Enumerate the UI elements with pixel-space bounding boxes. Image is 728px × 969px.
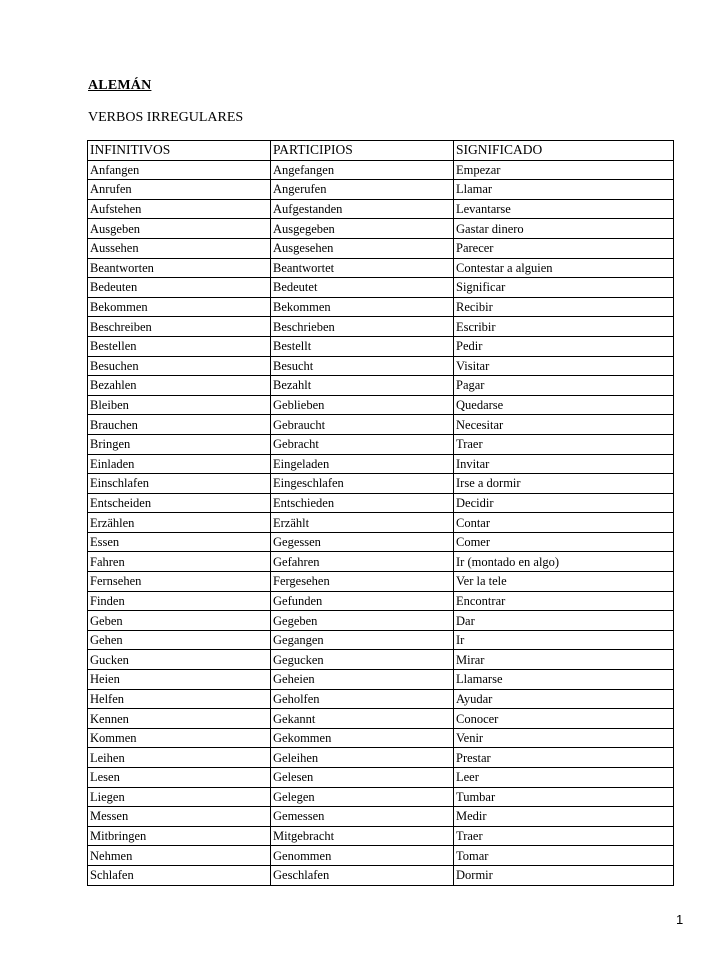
infinitivo-cell: Einladen: [88, 454, 271, 474]
participio-cell: Beschrieben: [271, 317, 454, 337]
participio-cell: Gegessen: [271, 532, 454, 552]
table-row: [88, 454, 674, 474]
infinitivo-cell: Heien: [88, 670, 271, 690]
table-row: [88, 532, 674, 552]
participio-cell: Geheien: [271, 670, 454, 690]
table-row: [88, 572, 674, 592]
infinitivo-cell: Essen: [88, 532, 271, 552]
infinitivo-cell: Anrufen: [88, 180, 271, 200]
infinitivo-cell: Liegen: [88, 787, 271, 807]
participio-cell: Eingeladen: [271, 454, 454, 474]
document-title: ALEMÁN: [88, 78, 152, 93]
significado-cell: Escribir: [454, 317, 674, 337]
participio-cell: Geleihen: [271, 748, 454, 768]
infinitivo-cell: Brauchen: [88, 415, 271, 435]
infinitivo-cell: Aussehen: [88, 238, 271, 258]
significado-cell: Ayudar: [454, 689, 674, 709]
header-participios: PARTICIPIOS: [271, 141, 454, 161]
infinitivo-cell: Messen: [88, 807, 271, 827]
participio-cell: Gebraucht: [271, 415, 454, 435]
participio-cell: Gekannt: [271, 709, 454, 729]
participio-cell: Geschlafen: [271, 865, 454, 885]
table-row: [88, 826, 674, 846]
significado-cell: Irse a dormir: [454, 474, 674, 494]
significado-cell: Tomar: [454, 846, 674, 866]
verbs-table: [87, 140, 674, 886]
table-row: [88, 238, 674, 258]
participio-cell: Angefangen: [271, 160, 454, 180]
table-row: [88, 552, 674, 572]
significado-cell: Comer: [454, 532, 674, 552]
infinitivo-cell: Mitbringen: [88, 826, 271, 846]
significado-cell: Traer: [454, 826, 674, 846]
table-row: [88, 474, 674, 494]
significado-cell: Pedir: [454, 336, 674, 356]
significado-cell: Recibir: [454, 297, 674, 317]
participio-cell: Bestellt: [271, 336, 454, 356]
significado-cell: Necesitar: [454, 415, 674, 435]
significado-cell: Medir: [454, 807, 674, 827]
infinitivo-cell: Lesen: [88, 768, 271, 788]
significado-cell: Parecer: [454, 238, 674, 258]
infinitivo-cell: Fahren: [88, 552, 271, 572]
table-row: [88, 278, 674, 298]
participio-cell: Gebracht: [271, 434, 454, 454]
infinitivo-cell: Erzählen: [88, 513, 271, 533]
table-row: [88, 317, 674, 337]
significado-cell: Invitar: [454, 454, 674, 474]
participio-cell: Geblieben: [271, 395, 454, 415]
infinitivo-cell: Beantworten: [88, 258, 271, 278]
table-row: [88, 415, 674, 435]
participio-cell: Gefahren: [271, 552, 454, 572]
participio-cell: Gemessen: [271, 807, 454, 827]
table-row: [88, 336, 674, 356]
participio-cell: Bekommen: [271, 297, 454, 317]
infinitivo-cell: Finden: [88, 591, 271, 611]
participio-cell: Eingeschlafen: [271, 474, 454, 494]
significado-cell: Prestar: [454, 748, 674, 768]
infinitivo-cell: Helfen: [88, 689, 271, 709]
table-row: [88, 258, 674, 278]
significado-cell: Ir: [454, 630, 674, 650]
table-row: [88, 709, 674, 729]
document-subtitle: VERBOS IRREGULARES: [88, 110, 244, 125]
table-row: [88, 395, 674, 415]
significado-cell: Empezar: [454, 160, 674, 180]
infinitivo-cell: Bekommen: [88, 297, 271, 317]
table-row: [88, 219, 674, 239]
infinitivo-cell: Bestellen: [88, 336, 271, 356]
table-row: [88, 513, 674, 533]
header-significado: SIGNIFICADO: [454, 141, 674, 161]
significado-cell: Contestar a alguien: [454, 258, 674, 278]
significado-cell: Dormir: [454, 865, 674, 885]
table-row: [88, 748, 674, 768]
participio-cell: Ausgesehen: [271, 238, 454, 258]
table-row: [88, 670, 674, 690]
header-infinitivos: INFINITIVOS: [88, 141, 271, 161]
infinitivo-cell: Fernsehen: [88, 572, 271, 592]
significado-cell: Pagar: [454, 376, 674, 396]
participio-cell: Gelesen: [271, 768, 454, 788]
infinitivo-cell: Aufstehen: [88, 199, 271, 219]
table-row: [88, 728, 674, 748]
participio-cell: Fergesehen: [271, 572, 454, 592]
infinitivo-cell: Einschlafen: [88, 474, 271, 494]
significado-cell: Gastar dinero: [454, 219, 674, 239]
participio-cell: Besucht: [271, 356, 454, 376]
table-row: [88, 199, 674, 219]
participio-cell: Gegucken: [271, 650, 454, 670]
table-row: [88, 180, 674, 200]
table-row: [88, 160, 674, 180]
significado-cell: Venir: [454, 728, 674, 748]
table-row: [88, 768, 674, 788]
participio-cell: Ausgegeben: [271, 219, 454, 239]
participio-cell: Beantwortet: [271, 258, 454, 278]
infinitivo-cell: Bedeuten: [88, 278, 271, 298]
infinitivo-cell: Gucken: [88, 650, 271, 670]
significado-cell: Ir (montado en algo): [454, 552, 674, 572]
infinitivo-cell: Ausgeben: [88, 219, 271, 239]
table-row: [88, 865, 674, 885]
table-body: [88, 160, 674, 885]
significado-cell: Llamarse: [454, 670, 674, 690]
significado-cell: Significar: [454, 278, 674, 298]
infinitivo-cell: Kennen: [88, 709, 271, 729]
table-row: [88, 787, 674, 807]
significado-cell: Traer: [454, 434, 674, 454]
significado-cell: Tumbar: [454, 787, 674, 807]
table-row: [88, 591, 674, 611]
table-row: [88, 493, 674, 513]
table-header: [88, 141, 674, 161]
significado-cell: Contar: [454, 513, 674, 533]
participio-cell: Gekommen: [271, 728, 454, 748]
participio-cell: Gelegen: [271, 787, 454, 807]
infinitivo-cell: Bezahlen: [88, 376, 271, 396]
significado-cell: Decidir: [454, 493, 674, 513]
table-row: [88, 807, 674, 827]
participio-cell: Gegangen: [271, 630, 454, 650]
participio-cell: Genommen: [271, 846, 454, 866]
significado-cell: Llamar: [454, 180, 674, 200]
infinitivo-cell: Schlafen: [88, 865, 271, 885]
significado-cell: Levantarse: [454, 199, 674, 219]
table-row: [88, 611, 674, 631]
infinitivo-cell: Beschreiben: [88, 317, 271, 337]
infinitivo-cell: Gehen: [88, 630, 271, 650]
significado-cell: Quedarse: [454, 395, 674, 415]
significado-cell: Ver la tele: [454, 572, 674, 592]
table-row: [88, 630, 674, 650]
infinitivo-cell: Bringen: [88, 434, 271, 454]
significado-cell: Dar: [454, 611, 674, 631]
table-row: [88, 689, 674, 709]
participio-cell: Gegeben: [271, 611, 454, 631]
significado-cell: Conocer: [454, 709, 674, 729]
table-row: [88, 846, 674, 866]
infinitivo-cell: Geben: [88, 611, 271, 631]
participio-cell: Mitgebracht: [271, 826, 454, 846]
table-row: [88, 376, 674, 396]
infinitivo-cell: Leihen: [88, 748, 271, 768]
participio-cell: Angerufen: [271, 180, 454, 200]
participio-cell: Bezahlt: [271, 376, 454, 396]
infinitivo-cell: Kommen: [88, 728, 271, 748]
participio-cell: Geholfen: [271, 689, 454, 709]
participio-cell: Gefunden: [271, 591, 454, 611]
participio-cell: Bedeutet: [271, 278, 454, 298]
table-row: [88, 650, 674, 670]
header-row: [88, 141, 674, 161]
participio-cell: Aufgestanden: [271, 199, 454, 219]
table-row: [88, 356, 674, 376]
infinitivo-cell: Bleiben: [88, 395, 271, 415]
participio-cell: Erzählt: [271, 513, 454, 533]
table-row: [88, 297, 674, 317]
page-number: 1: [676, 912, 684, 927]
significado-cell: Encontrar: [454, 591, 674, 611]
participio-cell: Entschieden: [271, 493, 454, 513]
infinitivo-cell: Entscheiden: [88, 493, 271, 513]
table-row: [88, 434, 674, 454]
significado-cell: Mirar: [454, 650, 674, 670]
infinitivo-cell: Anfangen: [88, 160, 271, 180]
infinitivo-cell: Nehmen: [88, 846, 271, 866]
significado-cell: Visitar: [454, 356, 674, 376]
infinitivo-cell: Besuchen: [88, 356, 271, 376]
significado-cell: Leer: [454, 768, 674, 788]
